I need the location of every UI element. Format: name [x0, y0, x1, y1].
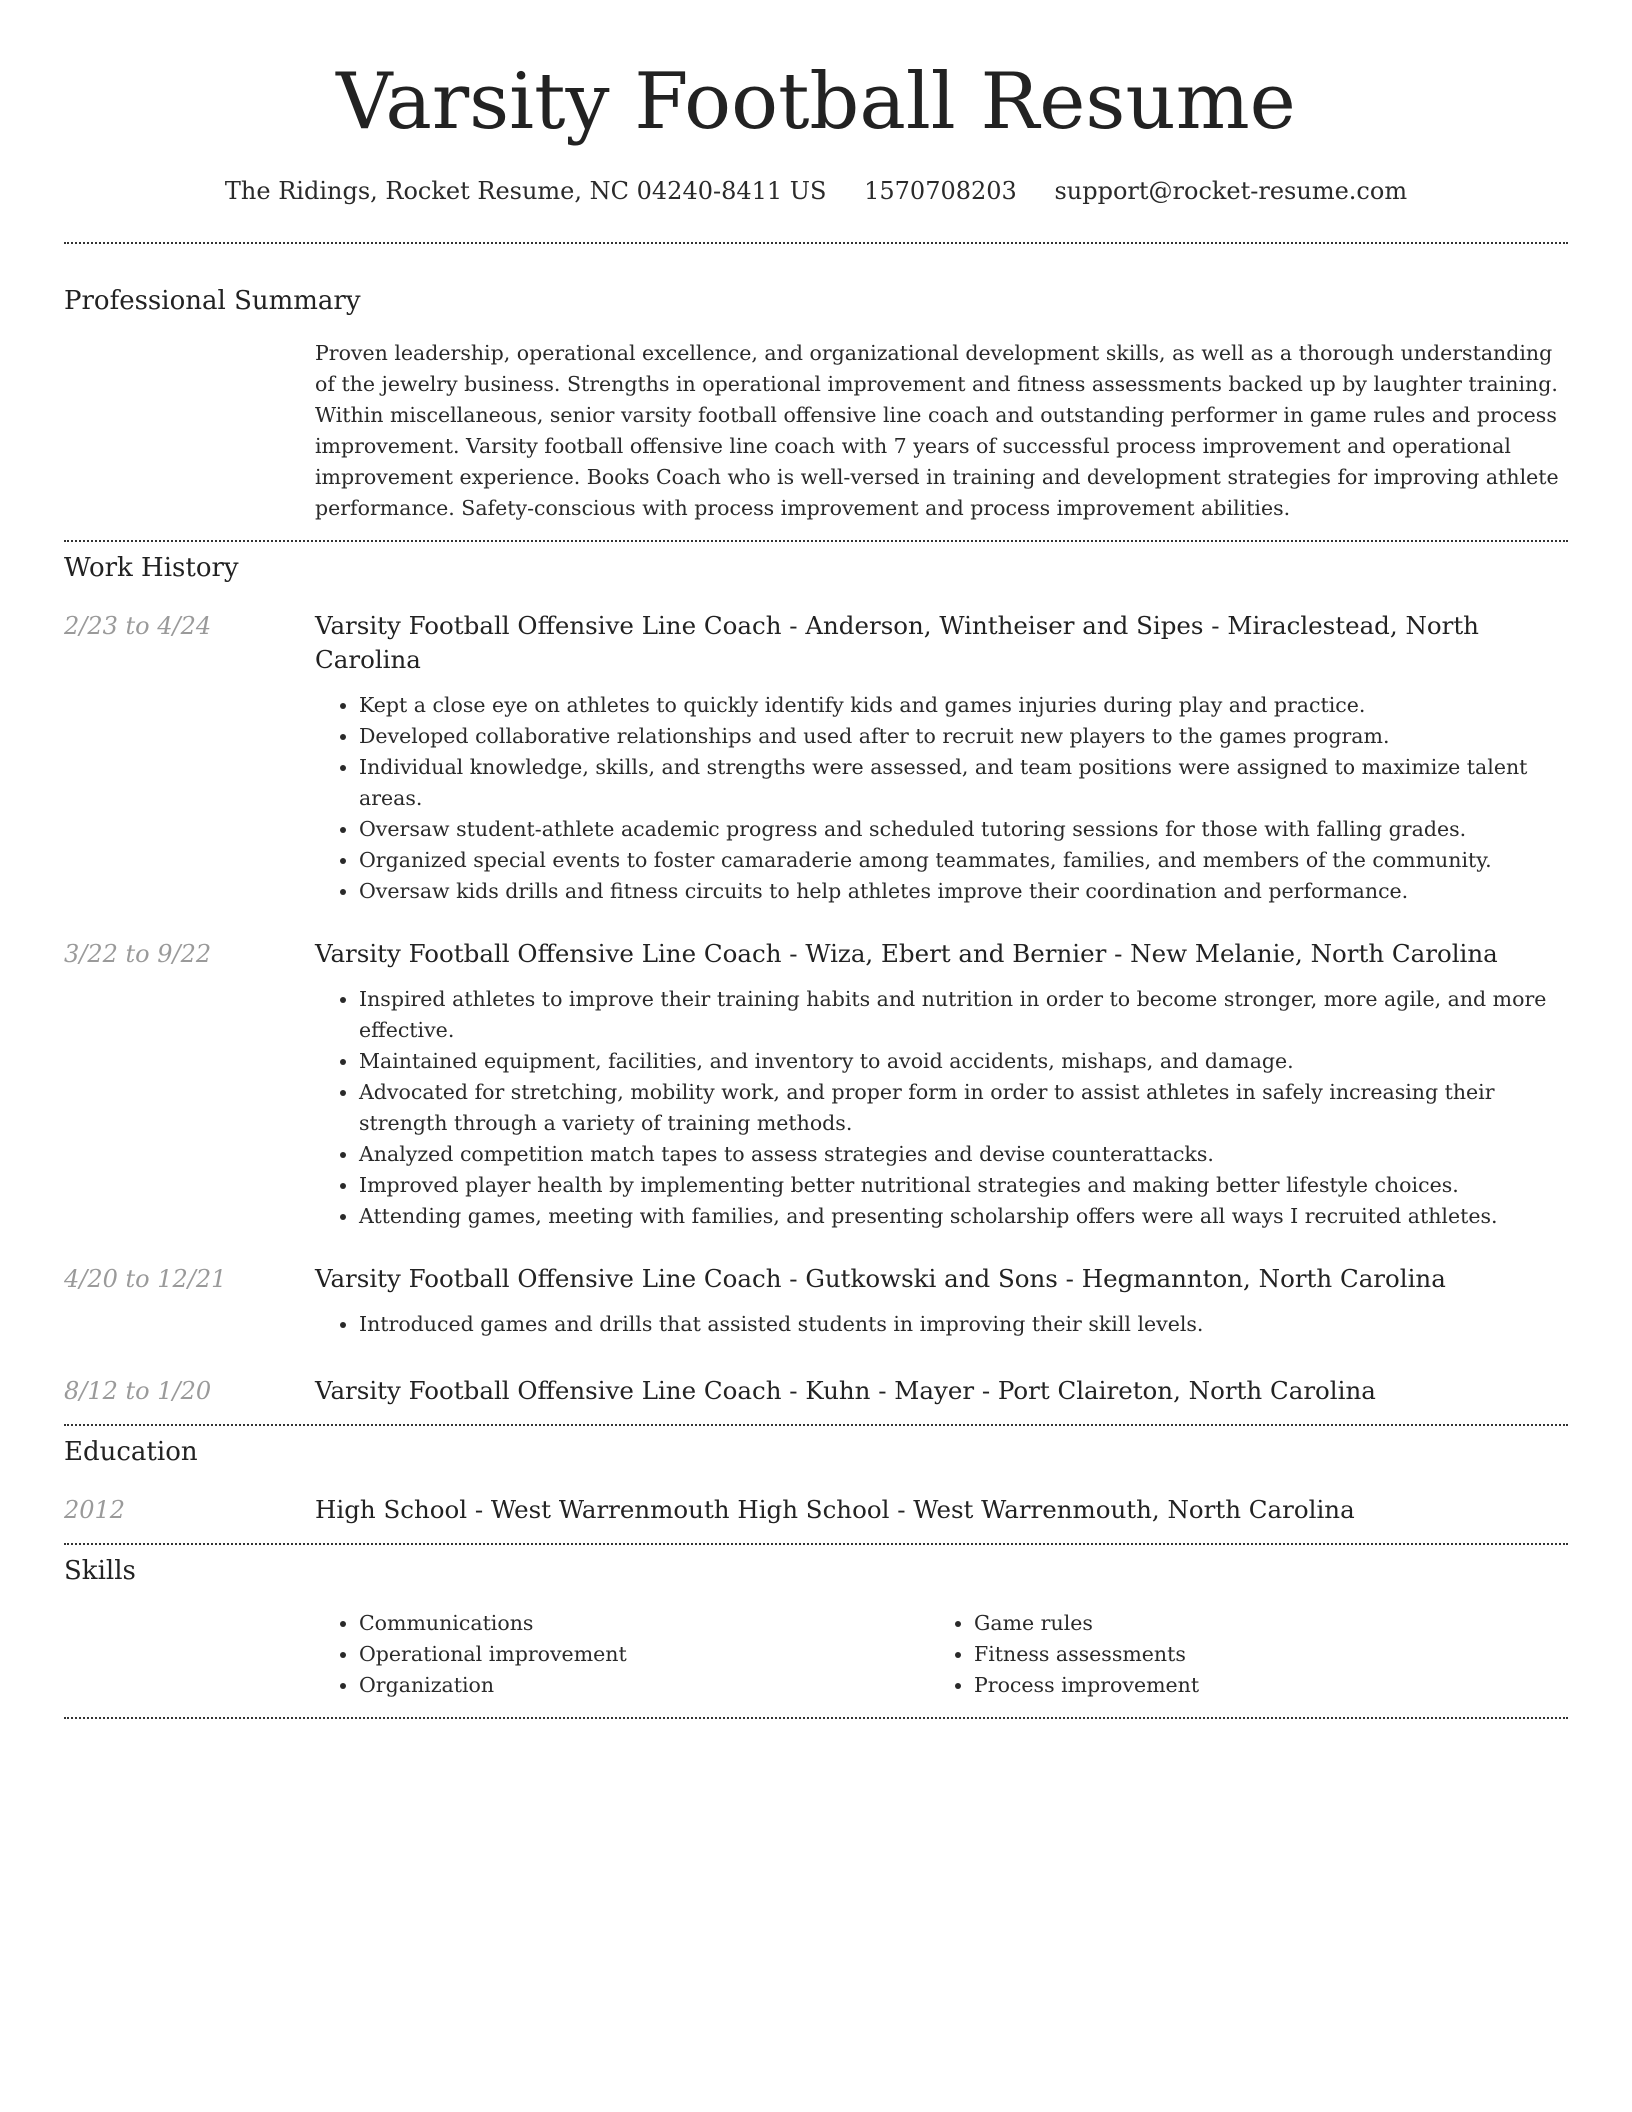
skills-column-right	[930, 1608, 1545, 1701]
job-entry	[64, 609, 1568, 907]
job-bullets	[315, 984, 1568, 1232]
skill-item: • Process improvement	[974, 1670, 1545, 1701]
skill-item: • Fitness assessments	[974, 1639, 1545, 1670]
list-item: • Analyzed competition match tapes to assess strategies and devise counterattacks.	[359, 1139, 1568, 1170]
skill-item: • Operational improvement	[359, 1639, 930, 1670]
divider	[64, 242, 1568, 244]
education-entry	[64, 1493, 1568, 1527]
list-item: • Developed collaborative relationships and used after to recruit new players to the games program.	[359, 721, 1568, 752]
job-dates: 4/20 to 12/21	[64, 1265, 227, 1293]
list-item: • Oversaw kids drills and fitness circuits to help athletes improve their coordination and performance.	[359, 876, 1568, 907]
summary-section	[64, 284, 1568, 524]
job-bullets	[315, 690, 1568, 907]
list-item: • Oversaw student-athlete academic progress and scheduled tutoring sessions for those with falling grades.	[359, 814, 1568, 845]
work-section	[64, 551, 1568, 1408]
contact-phone: 1570708203	[864, 177, 1017, 205]
divider	[64, 1717, 1568, 1719]
list-item: • Inspired athletes to improve their training habits and nutrition in order to become stronger, more agile, and more effective.	[359, 984, 1568, 1046]
skill-item: • Organization	[359, 1670, 930, 1701]
job-heading: Varsity Football Offensive Line Coach - Anderson, Wintheiser and Sipes - Miraclestead, North Carolina	[315, 611, 1479, 674]
work-title: Work History	[64, 553, 239, 583]
list-item: • Maintained equipment, facilities, and inventory to avoid accidents, mishaps, and damage.	[359, 1046, 1568, 1077]
education-section	[64, 1435, 1568, 1527]
list-item: • Improved player health by implementing better nutritional strategies and making better lifestyle choices.	[359, 1170, 1568, 1201]
job-dates: 3/22 to 9/22	[64, 940, 212, 968]
list-item: • Advocated for stretching, mobility work, and proper form in order to assist athletes in safely increasing their strength through a variety of training methods.	[359, 1077, 1568, 1139]
contact-email: support@rocket-resume.com	[1054, 177, 1408, 205]
resume-name: Varsity Football Resume	[336, 57, 1296, 147]
contact-line	[64, 174, 1568, 208]
list-item: • Organized special events to foster camaraderie among teammates, families, and members of the community.	[359, 845, 1568, 876]
skills-title: Skills	[64, 1556, 136, 1586]
summary-title: Professional Summary	[64, 286, 361, 316]
education-year: 2012	[64, 1496, 126, 1524]
divider	[64, 1543, 1568, 1545]
list-item: • Individual knowledge, skills, and strengths were assessed, and team positions were assigned to maximize talent areas.	[359, 752, 1568, 814]
skills-section	[64, 1554, 1568, 1701]
skill-item: • Communications	[359, 1608, 930, 1639]
summary-text: Proven leadership, operational excellence, and organizational development skills, as well as a thorough understanding of the jewelry business. Strengths in operational improvement and fitness assessments backed up by laughter training. Within miscellaneous, senior varsity football offensive line coach and outstanding performer in game rules and process improvement. Varsity football offensive line coach with 7 years of successful process improvement and operational improvement experience. Books Coach who is well-versed in training and development strategies for improving athlete performance. Safety-conscious with process improvement and process improvement abilities.	[315, 341, 1559, 520]
divider	[64, 540, 1568, 542]
job-entry	[64, 1374, 1568, 1408]
skills-column-left	[315, 1608, 930, 1701]
list-item: • Attending games, meeting with families, and presenting scholarship offers were all ways I recruited athletes.	[359, 1201, 1568, 1232]
job-heading: Varsity Football Offensive Line Coach - Gutkowski and Sons - Hegmannton, North Carolina	[315, 1264, 1446, 1293]
list-item: • Introduced games and drills that assisted students in improving their skill levels.	[359, 1309, 1568, 1340]
contact-address: The Ridings, Rocket Resume, NC 04240-8411 US	[224, 177, 827, 205]
job-dates: 2/23 to 4/24	[64, 612, 212, 640]
list-item: • Kept a close eye on athletes to quickly identify kids and games injuries during play and practice.	[359, 690, 1568, 721]
job-bullets	[315, 1309, 1568, 1340]
skills-list	[315, 1608, 1568, 1701]
job-entry	[64, 1262, 1568, 1340]
job-heading: Varsity Football Offensive Line Coach - Wiza, Ebert and Bernier - New Melanie, North Carolina	[315, 939, 1498, 968]
skill-item: • Game rules	[974, 1608, 1545, 1639]
education-title: Education	[64, 1437, 198, 1467]
education-heading: High School - West Warrenmouth High School - West Warrenmouth, North Carolina	[315, 1495, 1355, 1524]
job-entry	[64, 937, 1568, 1232]
job-heading: Varsity Football Offensive Line Coach - Kuhn - Mayer - Port Claireton, North Carolina	[315, 1376, 1376, 1405]
job-dates: 8/12 to 1/20	[64, 1377, 212, 1405]
divider	[64, 1424, 1568, 1426]
